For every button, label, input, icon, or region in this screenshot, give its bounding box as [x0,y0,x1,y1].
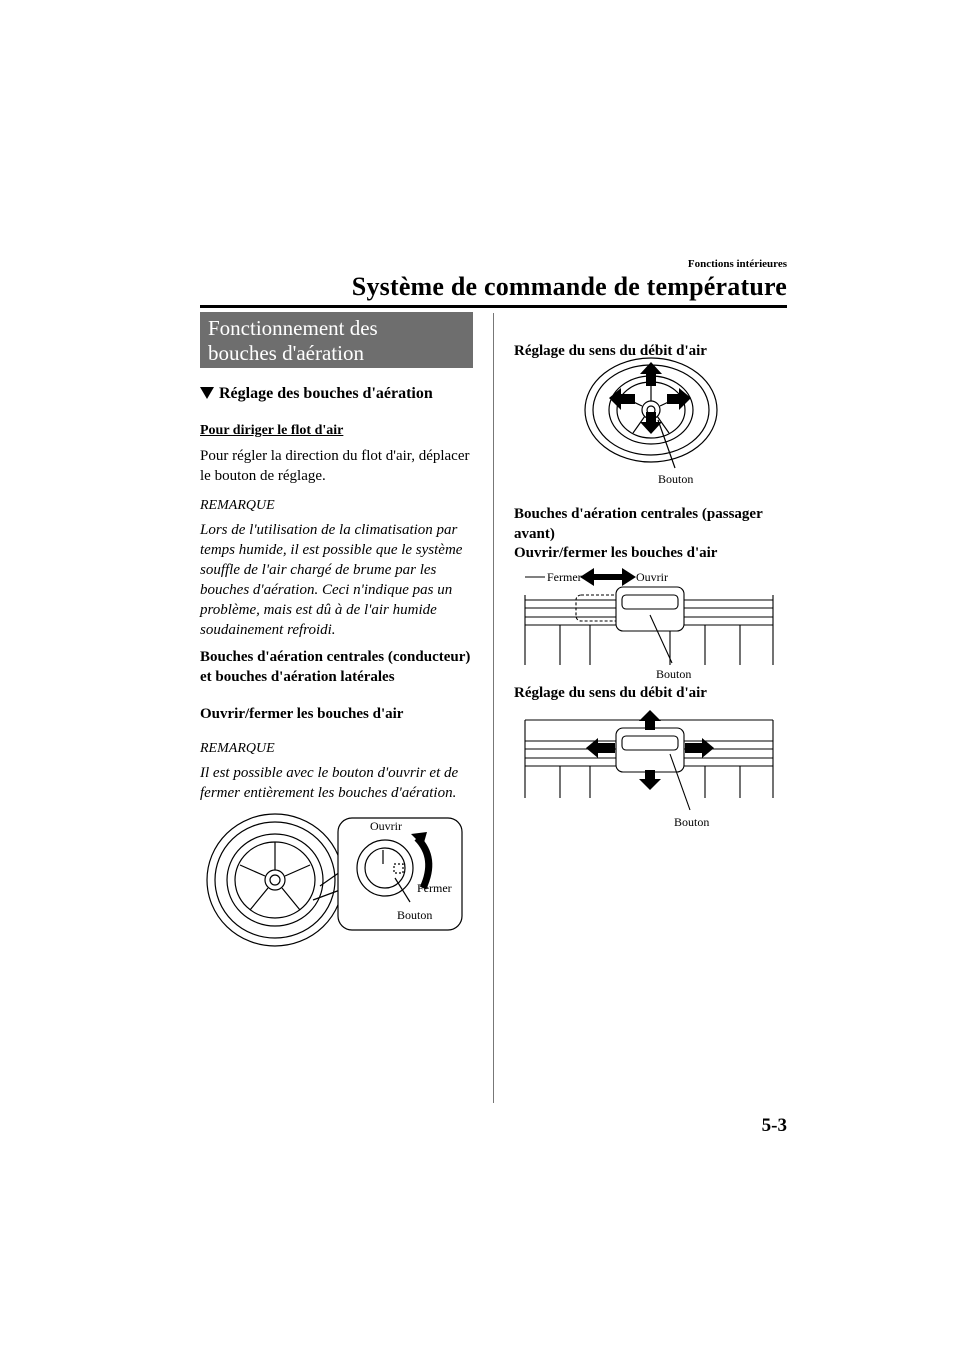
instruction-paragraph: Pour régler la direction du flot d'air, déplacer le bouton de réglage. [200,448,470,484]
triangle-down-icon [200,387,214,399]
passenger-vents-heading: Bouches d'aération centrales (passager avant) [514,506,763,542]
page-title: Système de commande de température [351,272,787,301]
direction-heading-2: Réglage du sens du débit d'air [514,685,707,701]
open-label: Ouvrir [370,819,402,833]
open-label-2: Ouvrir [636,570,668,584]
column-divider [493,313,494,1103]
header-rule [200,305,787,308]
note-heading: REMARQUE [200,498,275,513]
note-heading-2: REMARQUE [200,741,275,756]
round-vent-open-close-figure [205,810,465,950]
open-close-heading: Ouvrir/fermer les bouches d'air [200,706,404,722]
section-title-line2: bouches d'aération [208,341,364,365]
note-text: Lors de l'utilisation de la climatisation par temps humide, il est possible que le système souffle de l'air chargé de brume par les bouches d'aération. Ceci n'indique pas un problème, mais est dû à de l'air humide soudainement refroidi. [200,522,463,638]
header-section-label: Fonctions intérieures [687,258,787,270]
knob-label-1: Bouton [658,472,694,486]
underlined-heading: Pour diriger le flot d'air [200,423,344,438]
open-close-heading-right: Ouvrir/fermer les bouches d'air [514,545,718,561]
knob-label-3: Bouton [674,815,710,829]
slot-vent-open-close-figure [520,565,778,685]
direction-heading: Réglage du sens du débit d'air [514,343,707,359]
close-label-2: Fermer [547,570,582,584]
central-vents-heading: Bouches d'aération centrales (conducteur) et bouches d'aération latérales [200,649,471,685]
knob-label-2: Bouton [656,667,692,681]
close-label: Fermer [417,881,452,895]
note-text-2: Il est possible avec le bouton d'ouvrir et de fermer entièrement les bouches d'aération. [200,765,459,801]
section-title-box [200,312,473,368]
subsection-heading [200,385,433,403]
round-vent-direction-figure [583,358,723,488]
knob-label: Bouton [397,908,433,922]
subsection-heading-text: Réglage des bouches d'aération [219,385,433,402]
page-number: 5-3 [761,1115,787,1136]
slot-vent-direction-figure [520,708,778,833]
section-title-line1: Fonctionnement des [208,316,378,340]
